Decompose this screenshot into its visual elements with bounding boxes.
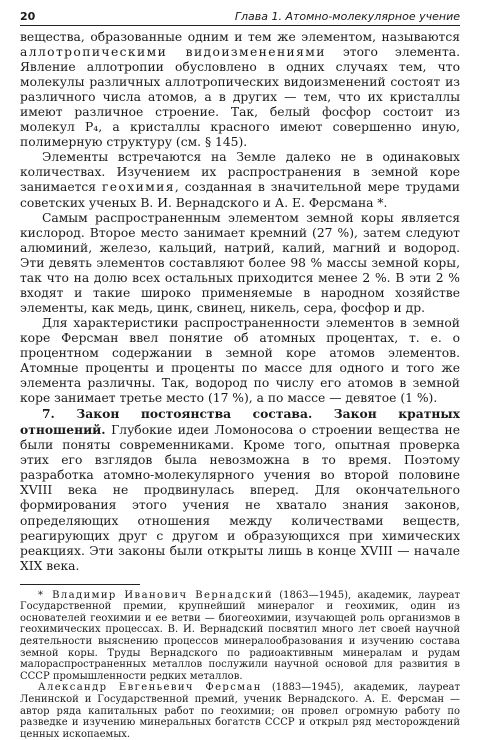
paragraph-geochemistry-text-b: , созданная в значительной мере трудами советских ученых В. И. Вернадского и А. Е. Ферсмана *.	[20, 180, 461, 210]
footnote-vernadsky	[20, 590, 460, 683]
paragraph-atomic-percent: Для характеристики распространенности элементов в земной коре Ферсман ввел понятие об атомных процентах, т. е. о процентном содержании в земной коре атомов элементов. Атомные проценты и проценты по массе для одного и того же элемента различны. Так, водород по числу его атомов в земной коре занимает третье место (17 %), а по массе — девятое (1 %).	[20, 315, 460, 406]
chapter-title: Глава 1. Атомно-молекулярное учение	[234, 10, 460, 23]
term-allotropic-modifications: аллотропическими видоизменениями	[20, 45, 326, 60]
footnote-fersman-name: Александр Евгеньевич Ферсман	[38, 682, 262, 694]
body-text	[20, 30, 460, 574]
paragraph-abundance: Самым распространенным элементом земной коры является кислород. Второе место занимает кремний (27 %), затем следуют алюминий, железо, кальций, натрий, калий, магний и водород. Эти девять элементов составляют более 98 % массы земной коры, так что на долю всех остальных приходится менее 2 %. В эти 2 % входят и такие широко применяемые в народном хозяйстве элементы, как медь, цинк, свинец, никель, сера, фосфор и др.	[20, 210, 460, 315]
footnote-fersman	[20, 682, 460, 740]
footnotes	[20, 590, 460, 740]
book-page	[20, 10, 460, 740]
footnote-vernadsky-name: * Владимир Иванович Вернадский	[38, 589, 273, 601]
paragraph-allotropy-text-a: вещества, образованные одним и тем же элементом, называются	[20, 30, 460, 44]
running-head	[20, 10, 460, 26]
paragraph-geochemistry-text-a: Элементы встречаются на Земле далеко не в одинаковых количествах. Изучением их распространения в земной коре занимается	[20, 150, 460, 195]
paragraph-geochemistry	[20, 150, 460, 210]
footnote-divider	[20, 584, 140, 585]
section-7-text: Глубокие идеи Ломоносова о строении вещества не были поняты современниками. Кроме того, опытная проверка этих его взглядов была невозможна в то время. Поэтому разработка атомно-молекулярного учения во второй половине XVIII века не продвинулась вперед. Для окончательного формирования этого учения не хватало знания законов, определяющих отношения между количествами веществ, реагирующих друг с другом и образующихся при химических реакциях. Эти законы были открыты лишь в конце XVIII — начале XIX века.	[20, 423, 460, 573]
page-number: 20	[20, 10, 36, 23]
footnote-vernadsky-text: (1863—1945), академик, лауреат Государственной премии, крупнейший минералог и геохимик, один из основателей геохимии и ее ветви — биогеохимии, изучающей роль организмов в геохимических процессах. В. И. Вернадский посвятил много лет своей научной деятельности выяснению процессов минералообразования и изучению состава земной коры. Труды Вернадского по радиоактивным минералам и рудам малораспространенных металлов послужили научной основой для развития в СССР промышленности редких металлов.	[20, 589, 460, 682]
term-geochemistry: геохимия	[101, 180, 175, 195]
paragraph-allotropy-text-b: этого элемента. Явление аллотропии обусловлено в одних случаях тем, что молекулы различных аллотропических видоизменений состоят из различного числа атомов, а в других — тем, что их кристаллы имеют различное строение. Так, белый фосфор состоит из молекул P₄, а кристаллы красного имеют совершенно иную, полимерную структуру (см. § 145).	[20, 45, 460, 150]
section-7-heading: 7. Закон постоянства состава. Закон кратных отношений.	[20, 406, 460, 438]
paragraph-allotropy	[20, 30, 460, 150]
section-7-paragraph	[20, 406, 460, 574]
footnote-fersman-text: (1883—1945), академик, лауреат Ленинской и Государственной премий, ученик Вернадского. А. Е. Ферсман — автор ряда капитальных работ по геохимии; он провел огромную работу по разведке и изучению минеральных богатств СССР и открыл ряд месторождений ценных ископаемых.	[20, 682, 460, 740]
